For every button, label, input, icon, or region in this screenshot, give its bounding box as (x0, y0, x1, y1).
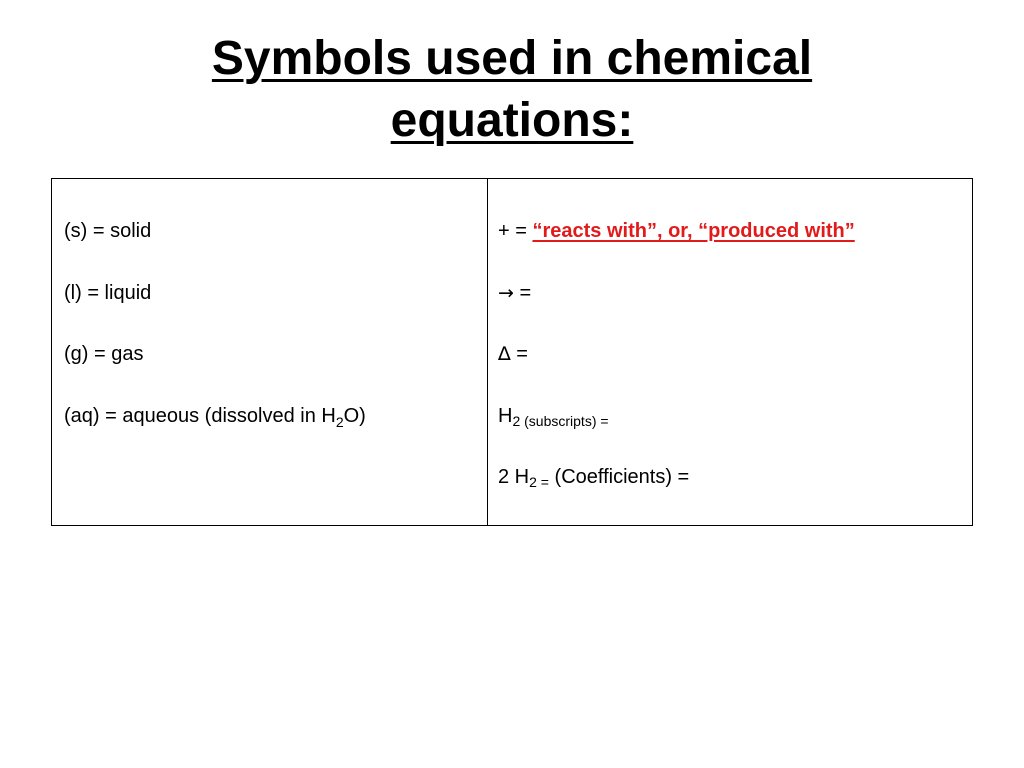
delta-entry (498, 342, 972, 404)
coefficients-coef: 2 H (498, 466, 530, 488)
aqueous-suffix: O) (343, 404, 366, 427)
plus-symbol: + = (498, 220, 533, 242)
symbols-table (51, 178, 973, 526)
state-solid: (s) = solid (64, 220, 152, 242)
arrow-entry (498, 281, 972, 343)
coefficients-text: (Coefficients) = (548, 466, 690, 488)
subscripts-number: 2 (512, 412, 521, 429)
title-line-2: equations: (390, 94, 634, 147)
plus-entry (498, 219, 972, 281)
symbols-column (488, 179, 972, 525)
delta-equals: = (510, 343, 528, 365)
subscripts-base: H (498, 404, 513, 427)
subscripts-entry (498, 404, 972, 466)
arrow-equals: = (513, 281, 532, 304)
state-aqueous (64, 404, 487, 466)
title-line-1: Symbols used in chemical (211, 32, 813, 85)
states-column (52, 179, 488, 525)
coefficients-entry (498, 465, 972, 527)
state-gas: (g) = gas (64, 343, 144, 365)
yields-arrow-icon: → (498, 281, 514, 304)
coefficients-subscript: 2 = (529, 474, 549, 490)
subscripts-note: (subscripts) = (520, 412, 609, 429)
delta-icon: ∆ (498, 343, 511, 365)
aqueous-subscript: 2 (335, 413, 344, 430)
plus-meaning: “reacts with”, or, “produced with” (532, 220, 855, 242)
state-liquid: (l) = liquid (64, 281, 152, 304)
slide-title (0, 28, 1024, 152)
aqueous-prefix: (aq) = aqueous (dissolved in H (64, 404, 336, 427)
